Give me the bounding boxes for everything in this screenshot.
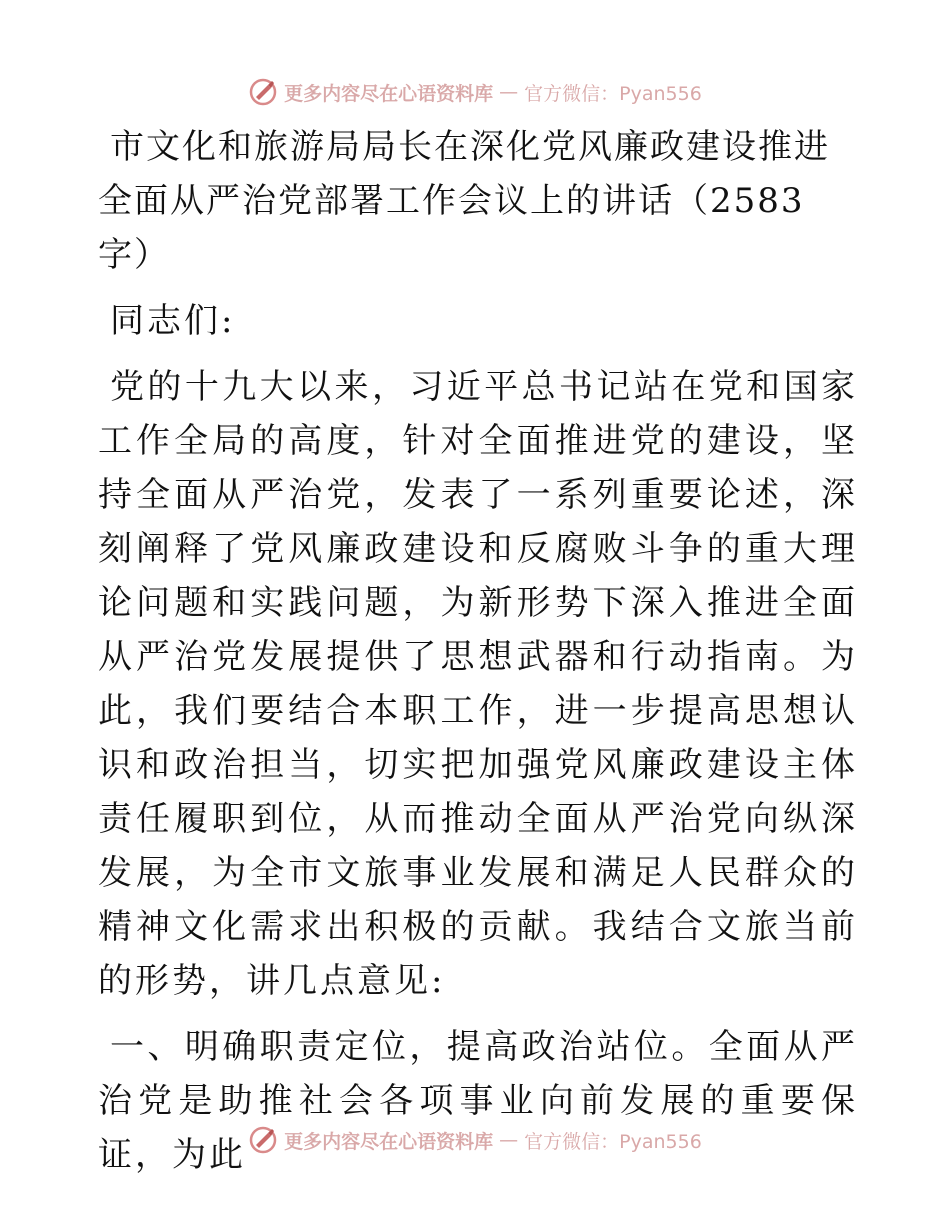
watermark-separator: — [499,1129,519,1151]
header-watermark [0,72,950,112]
paragraph-1: 党的十九大以来，习近平总书记站在党和国家工作全局的高度，针对全面推进党的建设，坚持全面从严治党，发表了一系列重要论述，深刻阐释了党风廉政建设和反腐败斗争的重大理论问题和实践问题，为新形势下深入推进全面从严治党发展提供了思想武器和行动指南。为此，我们要结合本职工作，进一步提高思想认识和政治担当，切实把加强党风廉政建设主体责任履职到位，从而推动全面从严治党向纵深发展，为全市文旅事业发展和满足人民群众的精神文化需求出积极的贡献。我结合文旅当前的形势，讲几点意见: [98,367,858,1001]
footer-watermark [0,1120,950,1160]
watermark-text: 更多内容尽在心语资料库 [284,82,494,105]
watermark-separator: — [499,81,519,103]
salutation: 同志们: [110,301,236,341]
watermark-contact: 官方微信：Pyan556 [524,1130,702,1153]
watermark-contact: 官方微信：Pyan556 [524,82,702,105]
watermark-text: 更多内容尽在心语资料库 [284,1130,494,1153]
document-body [98,120,858,1194]
document-title: 市文化和旅游局局长在深化党风廉政建设推进全面从严治党部署工作会议上的讲话（2583 字） [98,127,830,275]
paragraph-2: 一、明确职责定位，提高政治站位。全面从严治党是助推社会各项事业向前发展的重要保证，为此 [98,1027,858,1175]
watermark-logo-icon [248,77,278,107]
watermark-logo-icon [248,1125,278,1155]
